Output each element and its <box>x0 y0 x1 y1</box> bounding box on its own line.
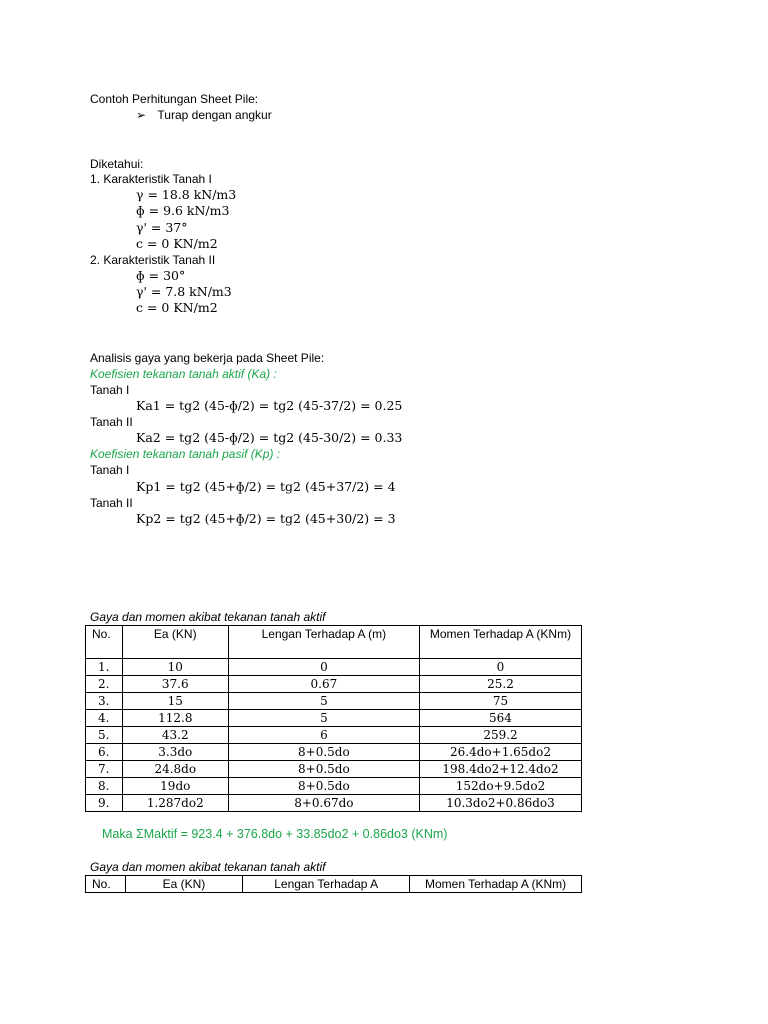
header-no: No. <box>86 876 126 893</box>
tanah1-heading: 1. Karakteristik Tanah I <box>90 172 212 186</box>
tanah2-phi: ɸ = 30° <box>136 268 186 283</box>
table-header-row <box>86 876 582 893</box>
row-momen: 0 <box>419 659 581 676</box>
row-lengan: 0.67 <box>228 676 419 693</box>
header-lengan: Lengan Terhadap A (m) <box>228 626 419 659</box>
row-ea: 19do <box>122 778 228 795</box>
table-row <box>86 676 582 693</box>
row-lengan: 8+0.5do <box>228 778 419 795</box>
tanah1-gamma: γ = 18.8 kN/m3 <box>136 187 237 202</box>
table-row <box>86 795 582 812</box>
row-momen: 10.3do2+0.86do3 <box>419 795 581 812</box>
row-lengan: 6 <box>228 727 419 744</box>
header-ea: Ea (KN) <box>125 876 243 893</box>
row-momen: 198.4do2+12.4do2 <box>419 761 581 778</box>
tanah2-c: c = 0 KN/m2 <box>136 300 218 315</box>
row-ea: 15 <box>122 693 228 710</box>
row-lengan: 5 <box>228 710 419 727</box>
tanah1-c: c = 0 KN/m2 <box>136 236 218 251</box>
row-ea: 1.287do2 <box>122 795 228 812</box>
table-row <box>86 727 582 744</box>
row-momen: 25.2 <box>419 676 581 693</box>
row-ea: 37.6 <box>122 676 228 693</box>
row-lengan: 0 <box>228 659 419 676</box>
ka2-formula: Ka2 = tg2 (45-ɸ/2) = tg2 (45-30/2) = 0.33 <box>136 430 403 445</box>
arrow-bullet-icon: ➢ <box>136 108 147 122</box>
kp2-formula: Kp2 = tg2 (45+ɸ/2) = tg2 (45+30/2) = 3 <box>136 511 396 526</box>
kp-heading: Koefisien tekanan tanah pasif (Kp) : <box>90 447 281 461</box>
table-row <box>86 710 582 727</box>
row-lengan: 8+0.67do <box>228 795 419 812</box>
table2 <box>85 875 582 893</box>
header-ea: Ea (KN) <box>122 626 228 659</box>
row-ea: 24.8do <box>122 761 228 778</box>
table-row <box>86 744 582 761</box>
row-lengan: 8+0.5do <box>228 761 419 778</box>
header-lengan: Lengan Terhadap A <box>243 876 410 893</box>
ka-tanah1-label: Tanah I <box>90 383 130 397</box>
table-header-row <box>86 626 582 659</box>
table2-caption: Gaya dan momen akibat tekanan tanah aktif <box>90 860 326 874</box>
ka-tanah2-label: Tanah II <box>90 415 133 429</box>
row-no: 6. <box>86 744 123 761</box>
row-lengan: 8+0.5do <box>228 744 419 761</box>
tanah1-phi: ɸ = 9.6 kN/m3 <box>136 203 230 218</box>
header-momen: Momen Terhadap A (KNm) <box>410 876 582 893</box>
tanah1-gamma-prime: γ' = 37° <box>136 220 188 235</box>
diketahui-label: Diketahui: <box>90 157 144 171</box>
row-no: 4. <box>86 710 123 727</box>
row-ea: 112.8 <box>122 710 228 727</box>
table-row <box>86 693 582 710</box>
table-row <box>86 778 582 795</box>
row-momen: 564 <box>419 710 581 727</box>
kp-tanah2-label: Tanah II <box>90 496 133 510</box>
tanah2-heading: 2. Karakteristik Tanah II <box>90 253 216 267</box>
row-no: 3. <box>86 693 123 710</box>
ka-heading: Koefisien tekanan tanah aktif (Ka) : <box>90 367 277 381</box>
row-ea: 3.3do <box>122 744 228 761</box>
row-no: 5. <box>86 727 123 744</box>
row-ea: 43.2 <box>122 727 228 744</box>
row-no: 8. <box>86 778 123 795</box>
row-no: 7. <box>86 761 123 778</box>
bullet-item <box>136 107 272 123</box>
row-no: 9. <box>86 795 123 812</box>
kp1-formula: Kp1 = tg2 (45+ɸ/2) = tg2 (45+37/2) = 4 <box>136 479 396 494</box>
sum-moment-line: Maka ΣMaktif = 923.4 + 376.8do + 33.85do2 + 0.86do3 (KNm) <box>102 827 448 841</box>
bullet-text: Turap dengan angkur <box>157 108 272 122</box>
row-lengan: 5 <box>228 693 419 710</box>
ka1-formula: Ka1 = tg2 (45-ɸ/2) = tg2 (45-37/2) = 0.25 <box>136 398 403 413</box>
row-ea: 10 <box>122 659 228 676</box>
table-row <box>86 659 582 676</box>
header-momen: Momen Terhadap A (KNm) <box>419 626 581 659</box>
analisis-heading: Analisis gaya yang bekerja pada Sheet Pile: <box>90 351 325 365</box>
row-momen: 259.2 <box>419 727 581 744</box>
table1-caption: Gaya dan momen akibat tekanan tanah aktif <box>90 610 326 624</box>
row-no: 1. <box>86 659 123 676</box>
row-momen: 26.4do+1.65do2 <box>419 744 581 761</box>
row-momen: 75 <box>419 693 581 710</box>
header-no: No. <box>86 626 123 659</box>
tanah2-gamma-prime: γ' = 7.8 kN/m3 <box>136 284 232 299</box>
table-row <box>86 761 582 778</box>
table1 <box>85 625 582 812</box>
kp-tanah1-label: Tanah I <box>90 463 130 477</box>
row-momen: 152do+9.5do2 <box>419 778 581 795</box>
row-no: 2. <box>86 676 123 693</box>
document-title: Contoh Perhitungan Sheet Pile: <box>90 92 259 106</box>
